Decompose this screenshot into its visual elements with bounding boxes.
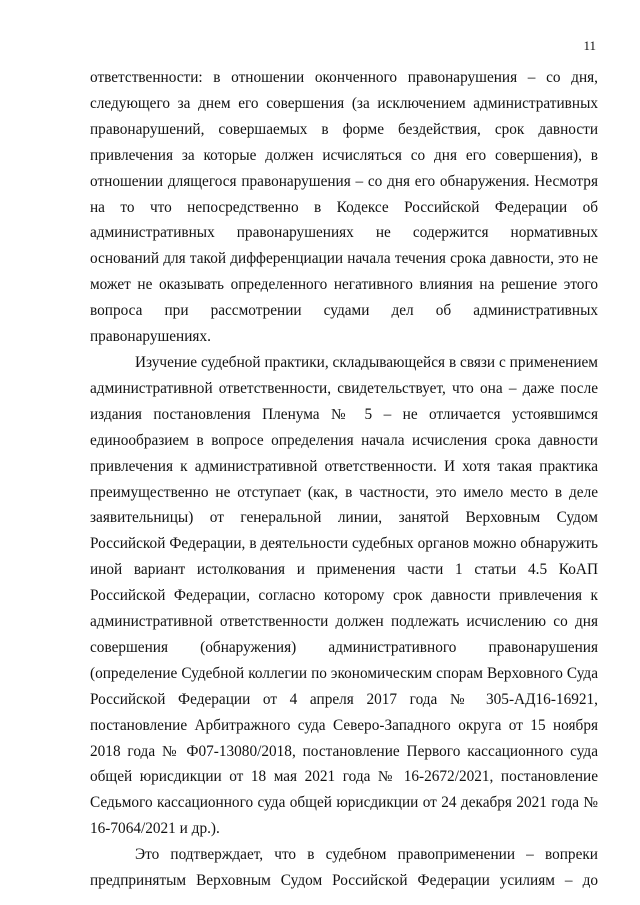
paragraph-continued: ответственности: в отношении оконченного правонарушения – со дня, следующего за днем его совершения (за исключением административных правонарушений, совершаемых в форме бездействия, срок давности привлечения за которые должен исчисляться со дня его совершения), в отношении длящегося правонарушения – со дня его обнаружения. Несмотря на то что непосредственно в Кодексе Российской Федерации об административных правонарушениях не содержится нормативных оснований для такой дифференциации начала течения срока давности, это не может не оказывать определенного негативного влияния на решение этого вопроса при рассмотрении судами дел об административных правонарушениях. (90, 69, 598, 346)
page-number: 11 (583, 38, 596, 53)
document-body (90, 65, 598, 894)
paragraph-confirmation: Это подтверждает, что в судебном правоприменении – вопреки предпринятым Верховным Судом Российской Федерации усилиям – до (90, 846, 598, 890)
paragraph-judicial-practice: Изучение судебной практики, складывающейся в связи с применением административной ответственности, свидетельствует, что она – даже после издания постановления Пленума № 5 – не отличается устоявшимся единообразием в вопросе определения начала исчисления срока давности привлечения к административной ответственности. И хотя такая практика преимущественно не отступает (как, в частности, это имело место в деле заявительницы) от генеральной линии, занятой Верховным Судом Российской Федерации, в деятельности судебных органов можно обнаружить иной вариант истолкования и применения части 1 статьи 4.5 КоАП Российской Федерации, согласно которому срок давности привлечения к административной ответственности должен подлежать исчислению со дня совершения (обнаружения) административного правонарушения (определение Судебной коллегии по экономическим спорам Верховного Суда Российской Федерации от 4 апреля 2017 года № 305-АД16-16921, постановление Арбитражного суда Северо-Западного округа от 15 ноября 2018 года № Ф07-13080/2018, постановление Первого кассационного суда общей юрисдикции от 18 мая 2021 года № 16-2672/2021, постановление Седьмого кассационного суда общей юрисдикции от 24 декабря 2021 года № 16-7064/2021 и др.). (90, 353, 598, 838)
